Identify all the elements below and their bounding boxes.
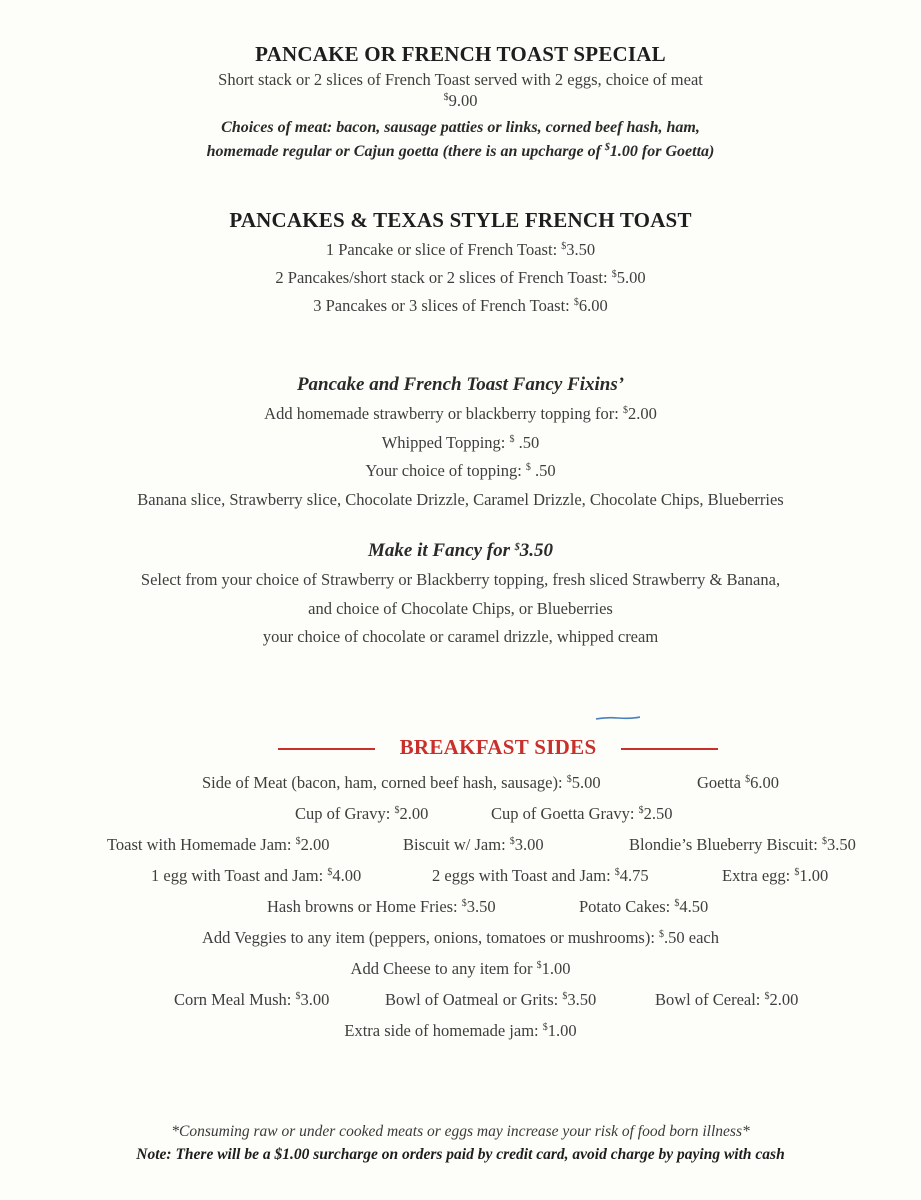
fancy-title: Make it Fancy for $3.50	[368, 540, 553, 561]
side-item: Bowl of Cereal: $2.00	[655, 990, 799, 1009]
side-item: Extra egg: $1.00	[722, 866, 829, 885]
side-item: Add Cheese to any item for $1.00	[350, 959, 571, 978]
special-description: Short stack or 2 slices of French Toast served with 2 eggs, choice of meat	[218, 70, 703, 89]
food-warning: *Consuming raw or under cooked meats or eggs may increase your risk of food born illness*	[171, 1123, 750, 1140]
pancakes-item: 2 Pancakes/short stack or 2 slices of French Toast: $5.00	[275, 268, 646, 287]
fancy-line: and choice of Chocolate Chips, or Blueberries	[308, 599, 613, 618]
fixins-toppings: Banana slice, Strawberry slice, Chocolate Drizzle, Caramel Drizzle, Chocolate Chips, Blueberries	[137, 490, 784, 509]
side-item: Blondie’s Blueberry Biscuit: $3.50	[629, 835, 856, 854]
side-item: 1 egg with Toast and Jam: $4.00	[151, 866, 362, 885]
side-item: Corn Meal Mush: $3.00	[174, 990, 330, 1009]
pancakes-item: 1 Pancake or slice of French Toast: $3.50	[325, 240, 596, 259]
surcharge-note: Note: There will be a $1.00 surcharge on orders paid by credit card, avoid charge by paying with cash	[136, 1146, 785, 1163]
special-meats-line1: Choices of meat: bacon, sausage patties or links, corned beef hash, ham,	[221, 119, 700, 136]
side-item: Add Veggies to any item (peppers, onions, tomatoes or mushrooms): $.50 each	[201, 928, 720, 947]
fancy-line: your choice of chocolate or caramel drizzle, whipped cream	[262, 627, 659, 646]
sides-header	[278, 735, 718, 763]
side-item: Goetta $6.00	[697, 773, 779, 792]
special-price: $9.00	[443, 91, 478, 110]
pen-mark	[596, 716, 640, 720]
sides-title: BREAKFAST SIDES	[399, 735, 597, 759]
side-item: Side of Meat (bacon, ham, corned beef hash, sausage): $5.00	[202, 773, 601, 792]
pancakes-title: PANCAKES & TEXAS STYLE FRENCH TOAST	[229, 208, 692, 232]
special-title: PANCAKE OR FRENCH TOAST SPECIAL	[255, 42, 666, 66]
pancakes-item: 3 Pancakes or 3 slices of French Toast: $6.00	[313, 296, 608, 315]
side-item: Hash browns or Home Fries: $3.50	[267, 897, 496, 916]
special-meats-line2: homemade regular or Cajun goetta (there is an upcharge of $1.00 for Goetta)	[206, 142, 715, 160]
fixins-item: Add homemade strawberry or blackberry topping for: $2.00	[264, 404, 657, 423]
fancy-line: Select from your choice of Strawberry or Blackberry topping, fresh sliced Strawberry & Banana,	[140, 570, 781, 589]
side-item: Extra side of homemade jam: $1.00	[344, 1021, 577, 1040]
sides-rule-right	[621, 748, 718, 750]
side-item: Bowl of Oatmeal or Grits: $3.50	[385, 990, 597, 1009]
side-item: Cup of Goetta Gravy: $2.50	[491, 804, 673, 823]
side-item: Potato Cakes: $4.50	[579, 897, 709, 916]
side-item: 2 eggs with Toast and Jam: $4.75	[432, 866, 649, 885]
fixins-title: Pancake and French Toast Fancy Fixins’	[296, 374, 625, 395]
fixins-item: Your choice of topping: $ .50	[365, 461, 556, 480]
side-item: Biscuit w/ Jam: $3.00	[403, 835, 544, 854]
fixins-item: Whipped Topping: $ .50	[381, 433, 540, 452]
side-item: Cup of Gravy: $2.00	[295, 804, 429, 823]
side-item: Toast with Homemade Jam: $2.00	[107, 835, 330, 854]
